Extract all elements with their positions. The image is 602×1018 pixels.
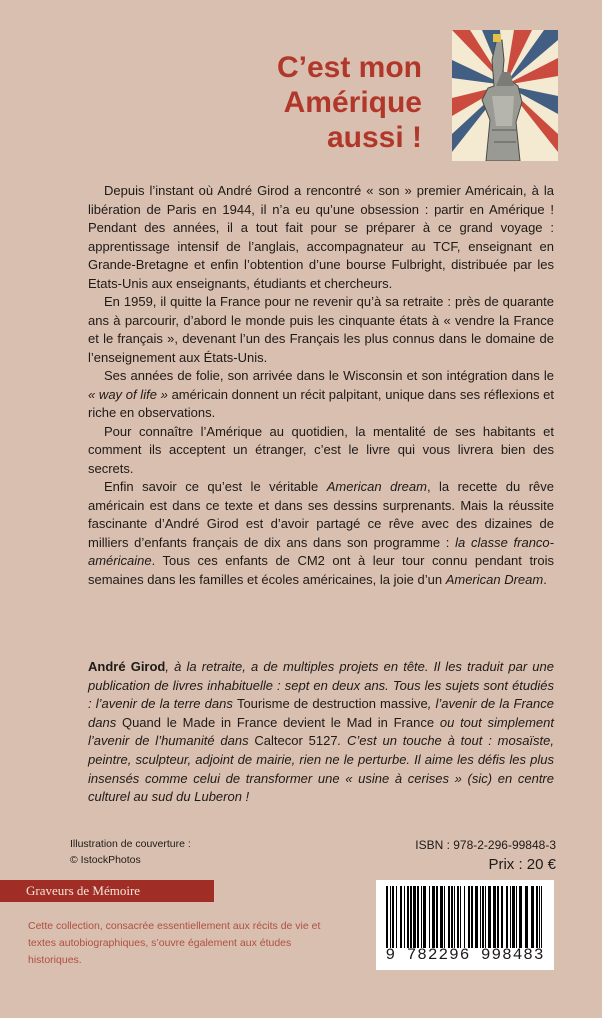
text-run: Ses années de folie, son arrivée dans le Wisconsin et son intégration dans le xyxy=(104,368,554,383)
italic-text: American Dream xyxy=(445,571,544,587)
barcode-bar xyxy=(440,886,443,948)
barcode-bar xyxy=(423,886,426,948)
italic-text: la classe franco-américaine xyxy=(88,534,554,568)
barcode-bar xyxy=(421,886,422,948)
barcode xyxy=(376,880,554,970)
book-title-reference: Tourisme de destruction massive xyxy=(236,696,428,712)
text-run: , à la retraite, a de multiples projets en tête. Il les traduit par une publication de livres inhabituelle : sept en deux ans. Tous les sujets sont étudiés : l’avenir de la terre dans xyxy=(88,659,554,712)
barcode-bar xyxy=(451,886,453,948)
barcode-bar xyxy=(392,886,394,948)
summary-paragraph xyxy=(88,367,554,423)
barcode-bar xyxy=(539,886,540,948)
barcode-bar xyxy=(531,886,534,948)
italic-text: American dream xyxy=(326,479,427,494)
text-run: . xyxy=(543,571,547,587)
isbn-number: ISBN : 978-2-296-99848-3 xyxy=(415,838,556,852)
title-line: aussi ! xyxy=(326,121,422,154)
barcode-bar xyxy=(417,886,419,948)
text-run: . Tous ces enfants de CM2 ont à leur tour connu pendant trois semaines dans les familles et écoles américaines, la joie d’un xyxy=(88,553,554,587)
collection-description: Cette collection, consacrée essentiellement aux récits de vie et textes autobiographiques, s’ouvre également aux études historiques. xyxy=(28,920,321,966)
barcode-bar xyxy=(471,886,473,948)
barcode-bar xyxy=(525,886,528,948)
barcode-bar xyxy=(432,886,435,948)
summary-paragraph xyxy=(88,478,554,589)
barcode-bar xyxy=(497,886,499,948)
barcode-bar xyxy=(436,886,438,948)
summary-paragraph xyxy=(88,293,554,367)
barcode-bar xyxy=(386,886,388,948)
barcode-bar xyxy=(510,886,511,948)
barcode-bar xyxy=(512,886,515,948)
barcode-bar xyxy=(448,886,450,948)
book-title-reference: Quand le Made in France devient le Mad in France xyxy=(121,714,435,730)
barcode-bar xyxy=(506,886,508,948)
illustration-credit xyxy=(70,836,191,868)
barcode-bar xyxy=(457,886,459,948)
barcode-bar xyxy=(444,886,445,948)
barcode-bar xyxy=(404,886,405,948)
author-name: André Girod xyxy=(88,659,166,674)
summary-paragraph xyxy=(88,182,554,293)
barcode-bar xyxy=(390,886,391,948)
title-line: C’est mon xyxy=(276,51,422,84)
barcode-bar xyxy=(475,886,478,948)
barcode-bar xyxy=(480,886,481,948)
author-biography xyxy=(88,658,554,807)
text-run: , la recette du rêve américain est dans ce texte et dans ses dessins surprenants. Mais la réussite fascinante d’André Girod est d’avoir partagé ce rêve avec des dizaines de milliers d’enfants français de dix ans dans son programme : xyxy=(88,479,555,550)
title-line: Amérique xyxy=(283,86,422,119)
italic-text: « way of life » xyxy=(88,386,168,402)
barcode-bar xyxy=(541,886,542,948)
barcode-bar xyxy=(488,886,491,948)
barcode-bar xyxy=(400,886,402,948)
barcode-bar xyxy=(407,886,409,948)
barcode-bar xyxy=(396,886,397,948)
barcode-bars xyxy=(384,886,546,948)
book-title xyxy=(277,50,422,155)
barcode-bar xyxy=(410,886,412,948)
book-title-reference: Caltecor 5127 xyxy=(254,733,338,749)
barcode-bar xyxy=(501,886,503,948)
price-label: Prix : 20 € xyxy=(488,856,556,873)
text-run: Enfin savoir ce qu’est le véritable xyxy=(104,479,327,494)
summary-text xyxy=(88,182,554,589)
barcode-bar xyxy=(485,886,486,948)
barcode-bar xyxy=(413,886,416,948)
barcode-bar xyxy=(464,886,465,948)
barcode-digits: 9 782296 998483 xyxy=(385,946,545,964)
text-run: . C’est un touche à tout : mosaïste, peintre, sculpteur, adjoint de mairie, rien ne le perturbe. Il aime les défis les plus insensés comme celui de transformer une « usine à cerises » (sic) en centre culturel au sud du Luberon ! xyxy=(88,733,554,805)
illustration-credit-label: Illustration de couverture : xyxy=(70,838,191,850)
barcode-bar xyxy=(519,886,522,948)
text-run: ou tout simplement l’avenir de l’humanité dans xyxy=(88,714,554,749)
barcode-bar xyxy=(536,886,538,948)
statue-of-liberty-illustration xyxy=(452,30,558,161)
barcode-bar xyxy=(429,886,430,948)
text-run: Pour connaître l’Amérique au quotidien, la mentalité de ses habitants et comment ils acceptent un étranger, c’est le livre qui vous livrera bien des secrets. xyxy=(88,423,554,476)
barcode-bar xyxy=(482,886,484,948)
barcode-bar xyxy=(516,886,517,948)
barcode-bar xyxy=(468,886,470,948)
summary-paragraph xyxy=(88,423,554,479)
text-run: américain donnent un récit palpitant, unique dans ses réflexions et riche en observations. xyxy=(88,386,554,420)
illustration-credit-source: © IstockPhotos xyxy=(70,854,141,866)
collection-banner: Graveurs de Mémoire xyxy=(0,880,214,902)
text-run: Depuis l’instant où André Girod a rencontré « son » premier Américain, à la libération de Paris en 1944, il n’a eu qu’une obsession : partir en Amérique ! Pendant des années, il a tout fait pour se préparer à ce grand voyage : apprentissage intensif de l’anglais, accompagnateur au TCF, enseignant en Grande-Bretagne et enfin l’obtention d’une bourse Fulbright, distribuée par les Etats-Unis aux enseignants, étudiants et chercheurs. xyxy=(88,183,554,291)
text-run: , l’avenir de la France dans xyxy=(88,696,554,730)
barcode-bar xyxy=(493,886,496,948)
barcode-bar xyxy=(460,886,461,948)
text-run: En 1959, il quitte la France pour ne revenir qu’à sa retraite : près de quarante ans à parcourir, d’abord le monde puis les cinquante états à « vendre la France et le français », devenant l’un des Français les plus connus dans le domaine de l’enseignement aux États-Unis. xyxy=(88,294,554,365)
barcode-bar xyxy=(454,886,455,948)
